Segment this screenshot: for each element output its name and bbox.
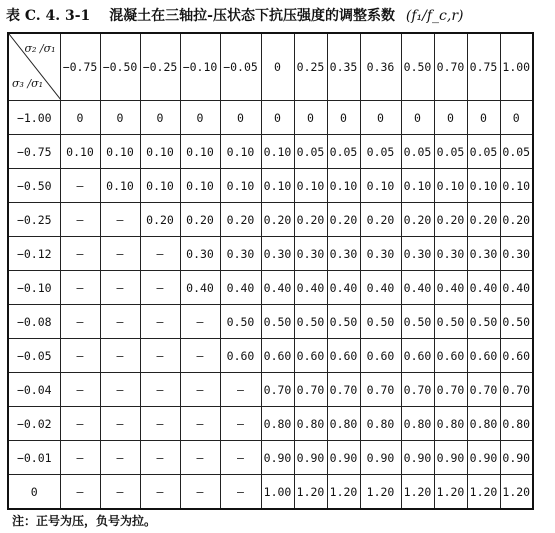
column-header: −0.75 xyxy=(60,33,100,101)
table-cell: 0.90 xyxy=(327,441,360,475)
table-cell: 0.60 xyxy=(261,339,294,373)
table-cell: — xyxy=(60,407,100,441)
table-cell: — xyxy=(140,305,180,339)
column-header: −0.50 xyxy=(100,33,140,101)
table-cell: 0 xyxy=(434,101,467,135)
table-row xyxy=(8,169,533,203)
table-cell: 0 xyxy=(360,101,401,135)
table-row xyxy=(8,407,533,441)
table-cell: — xyxy=(100,271,140,305)
table-cell: 0 xyxy=(294,101,327,135)
table-cell: 0.40 xyxy=(261,271,294,305)
table-cell: 0 xyxy=(401,101,434,135)
table-row xyxy=(8,339,533,373)
column-header: 0 xyxy=(261,33,294,101)
table-cell: 0 xyxy=(220,101,261,135)
table-cell: 0.05 xyxy=(294,135,327,169)
table-cell: — xyxy=(180,339,220,373)
table-cell: — xyxy=(100,441,140,475)
table-cell: 0 xyxy=(60,101,100,135)
table-cell: 0.20 xyxy=(180,203,220,237)
table-cell: — xyxy=(180,305,220,339)
table-cell: 0.60 xyxy=(500,339,533,373)
table-cell: 0.40 xyxy=(294,271,327,305)
table-cell: 0.80 xyxy=(467,407,500,441)
table-cell: 0.10 xyxy=(140,169,180,203)
table-cell: — xyxy=(100,237,140,271)
table-row xyxy=(8,475,533,510)
table-cell: — xyxy=(180,373,220,407)
table-cell: — xyxy=(220,441,261,475)
table-cell: 0.90 xyxy=(294,441,327,475)
table-cell: — xyxy=(100,373,140,407)
column-header: 0.50 xyxy=(401,33,434,101)
table-cell: 0.20 xyxy=(434,203,467,237)
table-cell: 0.90 xyxy=(434,441,467,475)
table-cell: 0.10 xyxy=(360,169,401,203)
corner-bottom-label: σ₃ /σ₁ xyxy=(12,77,44,90)
table-cell: 0.40 xyxy=(500,271,533,305)
table-row xyxy=(8,441,533,475)
row-header: −0.25 xyxy=(8,203,60,237)
table-cell: 0.90 xyxy=(360,441,401,475)
table-cell: 0.05 xyxy=(434,135,467,169)
table-cell: 0.10 xyxy=(220,135,261,169)
table-cell: 0.40 xyxy=(360,271,401,305)
table-cell: — xyxy=(140,237,180,271)
table-cell: 0.10 xyxy=(261,169,294,203)
table-cell: — xyxy=(140,475,180,510)
header-row xyxy=(8,33,533,101)
table-cell: 0.20 xyxy=(294,203,327,237)
table-cell: — xyxy=(180,441,220,475)
table-cell: — xyxy=(100,339,140,373)
table-caption xyxy=(6,4,551,28)
table-cell: 0.10 xyxy=(294,169,327,203)
column-header: 0.25 xyxy=(294,33,327,101)
table-cell: 0.80 xyxy=(434,407,467,441)
table-cell: 1.20 xyxy=(294,475,327,510)
table-cell: — xyxy=(180,475,220,510)
table-row xyxy=(8,305,533,339)
table-cell: — xyxy=(60,271,100,305)
table-cell: 0.70 xyxy=(261,373,294,407)
row-header: −0.50 xyxy=(8,169,60,203)
table-cell: 0.20 xyxy=(220,203,261,237)
table-cell: 1.20 xyxy=(500,475,533,510)
table-cell: 0 xyxy=(261,101,294,135)
table-row xyxy=(8,237,533,271)
table-cell: 0.40 xyxy=(180,271,220,305)
table-cell: 0.30 xyxy=(327,237,360,271)
table-cell: — xyxy=(100,203,140,237)
table-cell: 0.10 xyxy=(60,135,100,169)
table-note: 注：正号为压，负号为拉。 xyxy=(12,514,157,528)
table-cell: 0.40 xyxy=(327,271,360,305)
table-cell: 0.10 xyxy=(100,135,140,169)
table-cell: 0.20 xyxy=(360,203,401,237)
table-cell: 0.80 xyxy=(401,407,434,441)
table-cell: 0.30 xyxy=(360,237,401,271)
table-cell: 0.30 xyxy=(500,237,533,271)
corner-cell xyxy=(8,33,60,101)
table-cell: 0.30 xyxy=(261,237,294,271)
row-header: −1.00 xyxy=(8,101,60,135)
table-cell: 0.60 xyxy=(327,339,360,373)
table-cell: 0 xyxy=(180,101,220,135)
row-header: 0 xyxy=(8,475,60,510)
table-cell: 0.40 xyxy=(220,271,261,305)
table-cell: 0.30 xyxy=(180,237,220,271)
table-cell: 0.10 xyxy=(434,169,467,203)
table-cell: 0.40 xyxy=(467,271,500,305)
table-cell: 0.20 xyxy=(467,203,500,237)
column-header: 0.35 xyxy=(327,33,360,101)
table-cell: 1.20 xyxy=(434,475,467,510)
table-cell: 0.50 xyxy=(327,305,360,339)
corner-top-label: σ₂ /σ₁ xyxy=(24,42,56,55)
table-cell: 0.60 xyxy=(434,339,467,373)
table-cell: 0 xyxy=(327,101,360,135)
table-cell: 0.50 xyxy=(401,305,434,339)
table-cell: 0.50 xyxy=(467,305,500,339)
row-header: −0.02 xyxy=(8,407,60,441)
table-cell: 0.60 xyxy=(401,339,434,373)
table-cell: 0.30 xyxy=(401,237,434,271)
table-cell: — xyxy=(60,475,100,510)
table-cell: 0.20 xyxy=(327,203,360,237)
table-cell: 0.90 xyxy=(467,441,500,475)
table-cell: — xyxy=(60,373,100,407)
table-row xyxy=(8,373,533,407)
table-cell: 0.70 xyxy=(434,373,467,407)
table-cell: 0.70 xyxy=(327,373,360,407)
table-cell: 0.70 xyxy=(294,373,327,407)
table-cell: 0.05 xyxy=(467,135,500,169)
table-cell: 0.70 xyxy=(401,373,434,407)
table-cell: — xyxy=(140,271,180,305)
table-cell: 0.50 xyxy=(220,305,261,339)
table-cell: — xyxy=(220,475,261,510)
table-cell: — xyxy=(140,373,180,407)
table-cell: 0.60 xyxy=(360,339,401,373)
table-cell: 0.60 xyxy=(467,339,500,373)
table-cell: 0.50 xyxy=(434,305,467,339)
table-cell: 0.10 xyxy=(401,169,434,203)
table-cell: 0.20 xyxy=(261,203,294,237)
column-header: −0.05 xyxy=(220,33,261,101)
table-cell: 0.90 xyxy=(401,441,434,475)
table-cell: 0.10 xyxy=(220,169,261,203)
table-cell: 0.50 xyxy=(261,305,294,339)
table-cell: 1.20 xyxy=(327,475,360,510)
table-cell: 0.10 xyxy=(140,135,180,169)
column-header: −0.25 xyxy=(140,33,180,101)
column-header: 0.70 xyxy=(434,33,467,101)
table-cell: — xyxy=(60,305,100,339)
table-cell: 0 xyxy=(140,101,180,135)
table-cell: 0.50 xyxy=(360,305,401,339)
table-cell: 1.20 xyxy=(360,475,401,510)
table-cell: — xyxy=(100,407,140,441)
row-header: −0.01 xyxy=(8,441,60,475)
table-cell: — xyxy=(100,305,140,339)
table-cell: 0.30 xyxy=(467,237,500,271)
table-cell: — xyxy=(220,407,261,441)
table-cell: — xyxy=(140,339,180,373)
table-number: 表 C. 4. 3-1 xyxy=(6,8,91,24)
table-cell: 0.50 xyxy=(294,305,327,339)
column-header: 1.00 xyxy=(500,33,533,101)
table-cell: 0.10 xyxy=(180,135,220,169)
table-cell: 0.05 xyxy=(401,135,434,169)
table-cell: 0.10 xyxy=(100,169,140,203)
table-cell: 0.40 xyxy=(434,271,467,305)
table-cell: 0.80 xyxy=(327,407,360,441)
table-cell: 0 xyxy=(500,101,533,135)
table-cell: — xyxy=(60,441,100,475)
row-header: −0.12 xyxy=(8,237,60,271)
table-cell: 0.05 xyxy=(500,135,533,169)
table-cell: 0.05 xyxy=(327,135,360,169)
table-cell: 0.70 xyxy=(500,373,533,407)
table-cell: 0.60 xyxy=(220,339,261,373)
row-header: −0.10 xyxy=(8,271,60,305)
table-cell: 0.80 xyxy=(360,407,401,441)
table-row xyxy=(8,101,533,135)
coefficient-table xyxy=(7,32,534,510)
row-header: −0.08 xyxy=(8,305,60,339)
table-cell: 0 xyxy=(467,101,500,135)
row-header: −0.05 xyxy=(8,339,60,373)
row-header: −0.75 xyxy=(8,135,60,169)
table-title: 混凝土在三轴拉-压状态下抗压强度的调整系数 xyxy=(109,8,395,24)
table-cell: 0.40 xyxy=(401,271,434,305)
table-cell: 0.30 xyxy=(294,237,327,271)
table-cell: 0.10 xyxy=(467,169,500,203)
table-cell: 0.50 xyxy=(500,305,533,339)
table-cell: 0.05 xyxy=(360,135,401,169)
table-cell: 0.10 xyxy=(500,169,533,203)
table-cell: — xyxy=(140,407,180,441)
column-header: 0.36 xyxy=(360,33,401,101)
table-cell: 0.20 xyxy=(140,203,180,237)
column-header: 0.75 xyxy=(467,33,500,101)
table-cell: — xyxy=(100,475,140,510)
table-cell: — xyxy=(220,373,261,407)
table-cell: 0.80 xyxy=(261,407,294,441)
table-cell: — xyxy=(140,441,180,475)
table-cell: 0.10 xyxy=(180,169,220,203)
table-cell: 0.60 xyxy=(294,339,327,373)
table-cell: 0.70 xyxy=(467,373,500,407)
table-cell: 0.30 xyxy=(434,237,467,271)
table-cell: 0.90 xyxy=(261,441,294,475)
table-row xyxy=(8,203,533,237)
table-cell: — xyxy=(60,339,100,373)
table-cell: — xyxy=(60,203,100,237)
table-cell: 0.20 xyxy=(401,203,434,237)
column-header: −0.10 xyxy=(180,33,220,101)
table-cell: — xyxy=(180,407,220,441)
table-cell: 0.80 xyxy=(294,407,327,441)
table-cell: 1.20 xyxy=(467,475,500,510)
table-cell: 0 xyxy=(100,101,140,135)
table-cell: 0.20 xyxy=(500,203,533,237)
table-symbol: (f₁/f_c,r) xyxy=(405,8,464,24)
table-row xyxy=(8,135,533,169)
table-cell: 0.30 xyxy=(220,237,261,271)
table-row xyxy=(8,271,533,305)
table-cell: 0.10 xyxy=(261,135,294,169)
table-cell: 0.90 xyxy=(500,441,533,475)
table-cell: 0.10 xyxy=(327,169,360,203)
table-cell: — xyxy=(60,237,100,271)
row-header: −0.04 xyxy=(8,373,60,407)
table-cell: 1.00 xyxy=(261,475,294,510)
table-cell: 0.80 xyxy=(500,407,533,441)
table-cell: 1.20 xyxy=(401,475,434,510)
table-cell: 0.70 xyxy=(360,373,401,407)
table-cell: — xyxy=(60,169,100,203)
